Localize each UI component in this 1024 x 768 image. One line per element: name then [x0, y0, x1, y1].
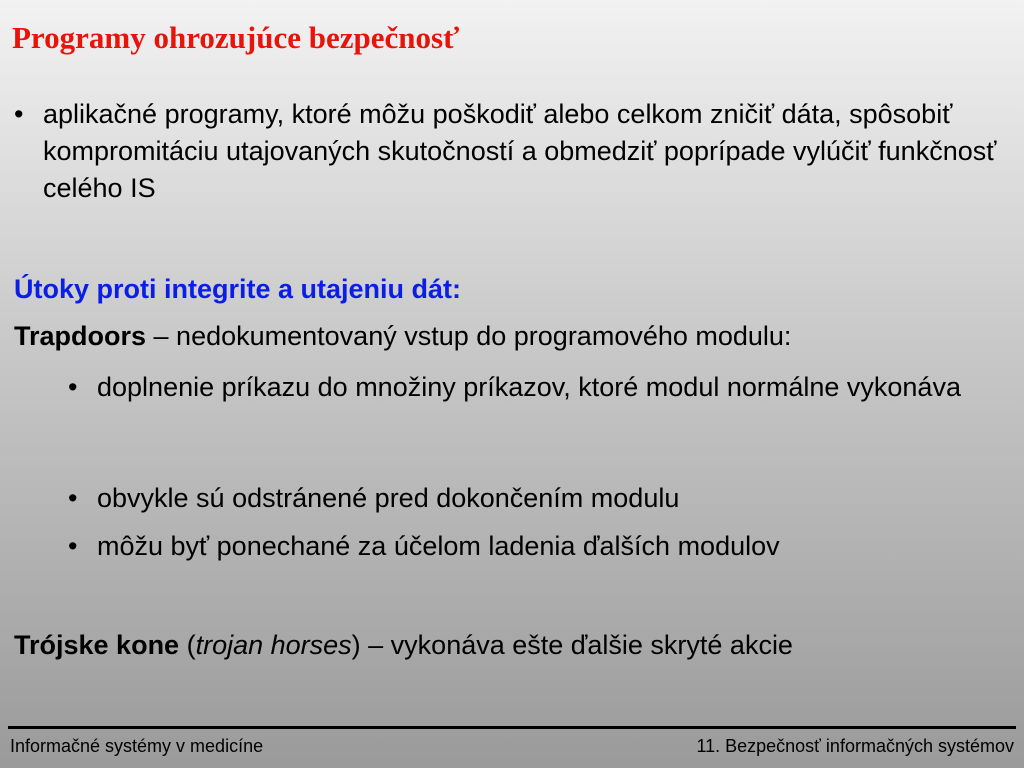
trojans-rest: ) – vykonáva ešte ďalšie skryté akcie: [351, 630, 793, 660]
trojans-term: Trójske kone: [14, 630, 180, 660]
trapdoor-item-1: [68, 369, 1008, 406]
trapdoor-item-text: obvykle sú odstránené pred dokončením modulu: [97, 483, 680, 513]
intro-bullet-text: aplikačné programy, ktoré môžu poškodiť alebo celkom zničiť dáta, spôsobiť kompromitáciu utajovaných skutočností a obmedziť poprípade vylúčiť funkčnosť celého IS: [43, 99, 997, 203]
trapdoors-line: [14, 318, 791, 355]
trapdoor-item-3: [68, 528, 1008, 565]
trojans-line: [14, 627, 793, 664]
trapdoor-item-text: môžu byť ponechané za účelom ladenia ďalších modulov: [97, 531, 780, 561]
footer-lecture-title: 11. Bezpečnosť informačných systémov: [696, 736, 1014, 756]
intro-bullet: [14, 96, 1004, 207]
trapdoors-term: Trapdoors: [14, 321, 147, 351]
bullet-marker: •: [68, 483, 78, 513]
bullet-marker: •: [68, 372, 78, 402]
attacks-heading: Útoky proti integrite a utajeniu dát:: [14, 274, 462, 304]
trojans-english: trojan horses: [195, 630, 352, 660]
trapdoor-item-2: [68, 480, 1008, 517]
bullet-marker: •: [14, 99, 24, 129]
footer-divider: [8, 726, 1016, 729]
trojans-open-paren: (: [179, 630, 196, 660]
footer-course-title: Informačné systémy v medicíne: [10, 736, 264, 756]
slide-title: Programy ohrozujúce bezpečnosť: [12, 20, 460, 55]
trapdoors-definition: – nedokumentovaný vstup do programového modulu:: [146, 321, 792, 351]
trapdoor-item-text: doplnenie príkazu do množiny príkazov, ktoré modul normálne vykonáva: [97, 372, 961, 402]
bullet-marker: •: [68, 531, 78, 561]
